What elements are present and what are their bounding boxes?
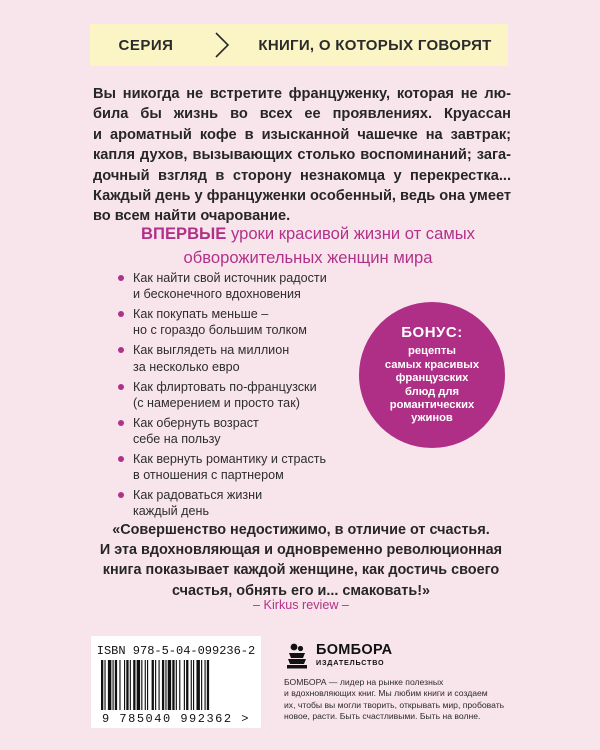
series-banner	[90, 24, 508, 66]
bonus-line: французских	[395, 372, 469, 385]
tip-item	[118, 451, 378, 483]
tip-line: Как покупать меньше –	[133, 307, 269, 322]
intro-line: и ароматный кофе в изысканной чашечке на завтрак;	[93, 126, 511, 143]
publisher-desc-line: их, чтобы вы могли творить, открывать мир, пробовать	[284, 699, 505, 710]
bombora-logo-icon	[284, 641, 310, 669]
headline-line1: уроки красивой жизни от самых	[226, 224, 475, 243]
publisher-desc-line: БОМБОРА — лидер на рынке полезных	[284, 677, 444, 687]
series-label: СЕРИЯ	[118, 36, 174, 54]
tip-item	[118, 415, 378, 447]
bullet-dot-icon	[118, 420, 124, 426]
tip-item	[118, 342, 378, 374]
bonus-line: ужинов	[411, 412, 453, 425]
intro-line: капля духов, вызывающих столько воспоминаний; зага-	[93, 147, 511, 164]
tip-line: и бесконечного вдохновения	[133, 287, 301, 302]
intro-paragraph	[93, 84, 511, 227]
headline-strong: ВПЕРВЫЕ	[141, 224, 227, 243]
tip-item	[118, 306, 378, 338]
isbn-label: ISBN 978-5-04-099236-2	[96, 644, 256, 658]
tip-line: Как выглядеть на миллион	[133, 343, 290, 358]
publisher-desc-line: новое, расти. Быть счастливыми. Быть на волне.	[284, 711, 481, 722]
bullet-dot-icon	[118, 456, 124, 462]
series-title: КНИГИ, О КОТОРЫХ ГОВОРЯТ	[258, 36, 492, 54]
bullet-dot-icon	[118, 347, 124, 353]
publisher-subtitle: ИЗДАТЕЛЬСТВО	[316, 658, 385, 667]
quote-line: «Совершенство недостижимо, в отличие от счастья.	[112, 522, 490, 538]
barcode-digits: 9 785040 992362 >	[102, 712, 250, 726]
tip-line: но с гораздо большим толком	[133, 323, 307, 338]
tip-line: Как флиртовать по-французски	[133, 379, 317, 394]
tip-line: каждый день	[133, 504, 210, 519]
publisher-description	[284, 677, 514, 723]
quote-line: И эта вдохновляющая и одновременно революционная	[99, 542, 503, 559]
publisher-desc-line: и вдохновляющих книг. Мы любим книги и создаем	[284, 688, 488, 699]
quote-line: книга показывает каждой женщине, как достичь своего	[102, 562, 500, 579]
bonus-title: БОНУС:	[401, 324, 463, 342]
quote-source: – Kirkus review –	[253, 598, 349, 612]
intro-line: Вы никогда не встретите француженку, которая не лю-	[93, 86, 511, 102]
bonus-line: рецепты	[408, 345, 456, 358]
publisher-names	[316, 643, 392, 667]
tip-line: Как найти свой источник радости	[133, 271, 327, 285]
intro-line: Каждый день у француженки особенный, ведь она умеет	[93, 188, 512, 205]
tip-item	[118, 270, 378, 302]
barcode-icon	[99, 660, 253, 712]
bonus-line: самых красивых	[384, 358, 480, 371]
publisher-logo	[284, 641, 392, 669]
bonus-badge	[359, 302, 505, 448]
tip-line: Как радоваться жизни	[133, 488, 263, 503]
review-quote	[90, 520, 512, 601]
bullet-dot-icon	[118, 311, 124, 317]
tip-item	[118, 487, 378, 519]
tip-item	[118, 379, 378, 411]
publisher-name: БОМБОРА	[316, 642, 393, 658]
intro-line: во всем найти очарование.	[93, 208, 291, 225]
intro-line: била бы жизнь во всех ее проявлениях. Круассан	[93, 106, 511, 123]
tip-line: Как вернуть романтику и страсть	[133, 452, 327, 467]
bullet-dot-icon	[118, 384, 124, 390]
tip-line: за несколько евро	[133, 359, 240, 374]
bonus-text	[385, 345, 479, 425]
bullet-dot-icon	[118, 492, 124, 498]
bonus-line: романтических	[389, 398, 475, 411]
chevron-right-icon	[202, 24, 242, 66]
bullet-dot-icon	[118, 275, 124, 281]
intro-line: дочный взгляд в сторону незнакомца у перекрестка...	[93, 167, 511, 184]
barcode-box	[91, 636, 261, 728]
tip-line: (с намерением и просто так)	[133, 395, 300, 410]
quote-line: счастья, обнять его и... смаковать!»	[172, 582, 430, 599]
headline	[118, 222, 498, 270]
bonus-line: блюд для	[404, 385, 460, 398]
tip-line: себе на пользу	[133, 432, 221, 447]
tip-line: в отношения с партнером	[133, 468, 284, 483]
tips-list	[118, 270, 378, 523]
headline-line2: обворожительных женщин мира	[183, 248, 433, 267]
tip-line: Как обернуть возраст	[133, 415, 259, 430]
